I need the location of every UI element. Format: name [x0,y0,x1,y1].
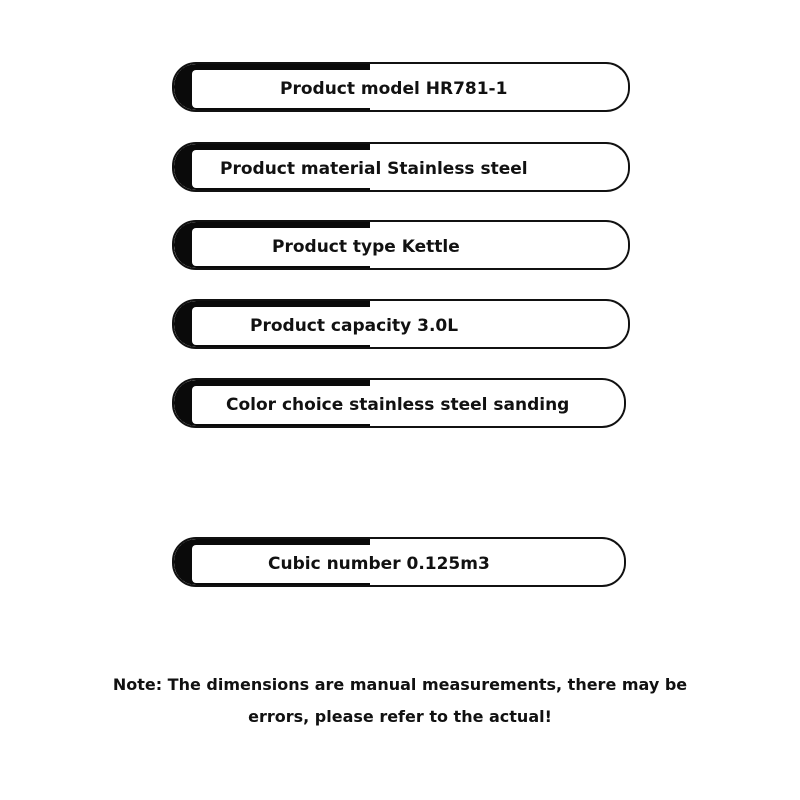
spec-pill-capacity [172,299,630,349]
spec-material-label: Product material Stainless steel [220,159,528,179]
spec-capacity-label: Product capacity 3.0L [250,316,459,336]
note-line-2: errors, please refer to the actual! [248,707,552,726]
spec-type-label: Product type Kettle [272,237,460,257]
note-line-1: Note: The dimensions are manual measurements, there may be [112,675,688,694]
spec-model-label: Product model HR781-1 [280,79,508,99]
spec-pill-type [172,220,630,270]
spec-pill-cubic [172,537,626,587]
spec-pill-model [172,62,630,112]
spec-cubic-label: Cubic number 0.125m3 [268,554,490,574]
spec-pill-color [172,378,626,428]
spec-pill-material [172,142,630,192]
spec-color-label: Color choice stainless steel sanding [226,395,570,415]
